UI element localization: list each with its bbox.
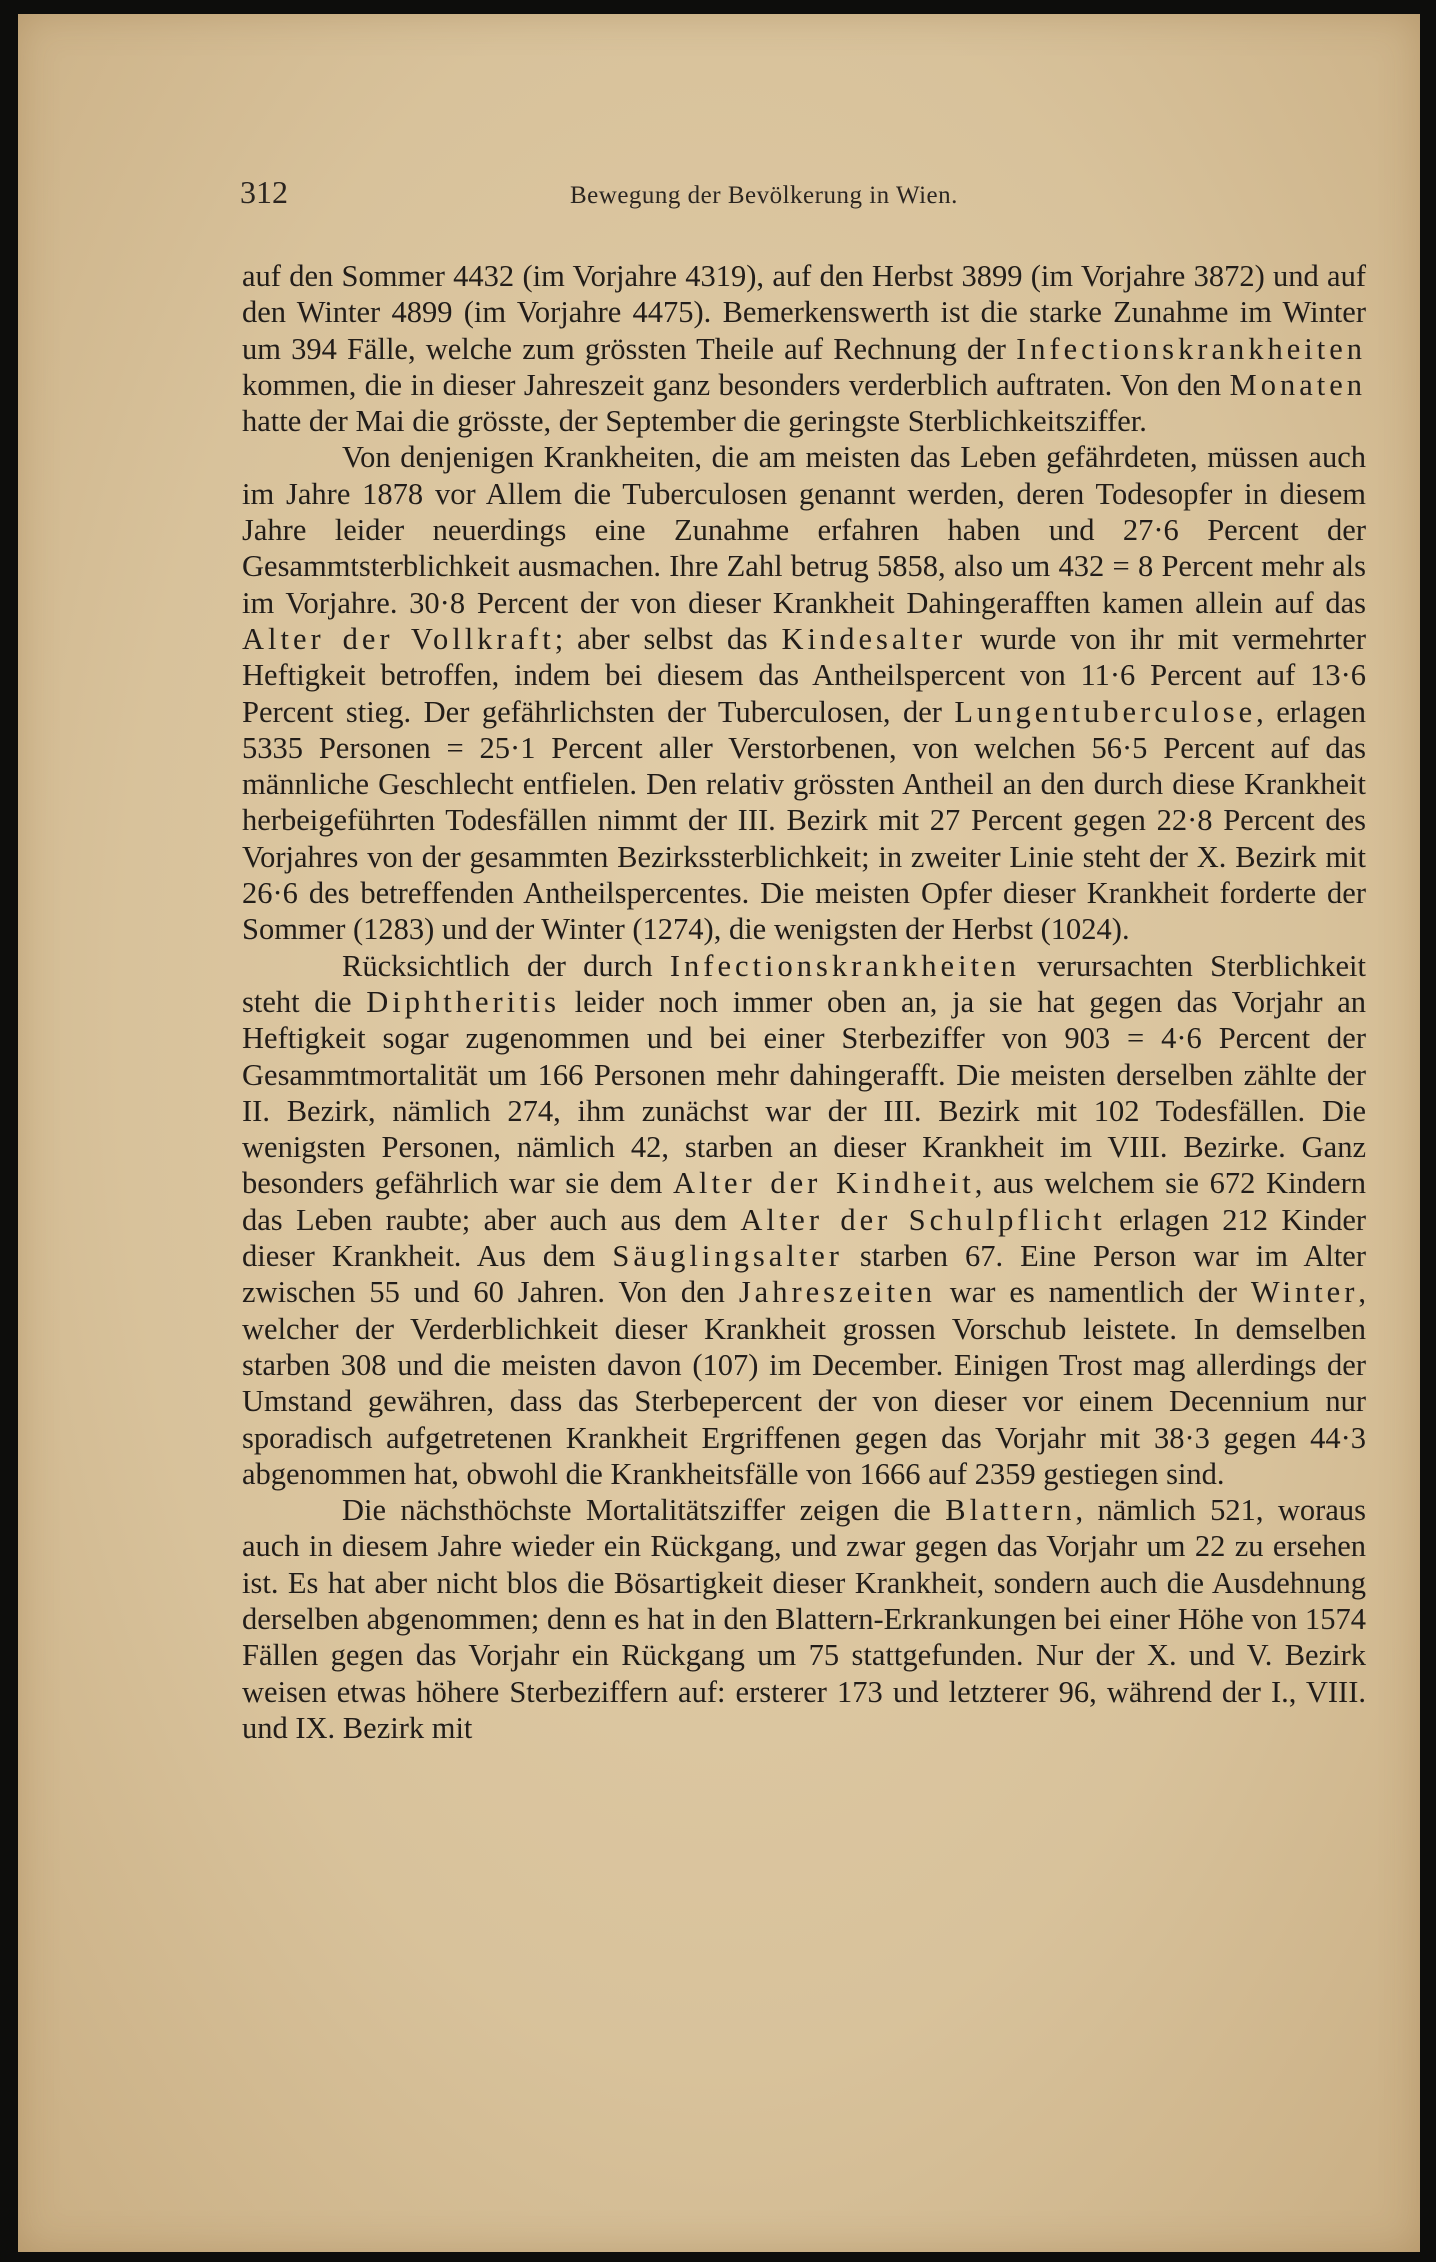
paragraph-seasons [242, 258, 1366, 439]
text-segment: erlagen 212 Kinder dieser Krankheit. Aus dem [242, 1202, 1367, 1274]
text-segment: kommen, die in dieser Jahreszeit ganz besonders verderblich auftraten. Von den [242, 367, 1230, 402]
text-segment: leider noch immer oben an, ja sie hat gegen das Vorjahr an Heftigkeit sogar zugenommen und bei einer Sterbeziffer von 903 = 4·6 Percent der Gesammtmortalität um 166 Personen mehr dahingerafft. Die meisten derselben zählte der II. Bezirk, nämlich 274, ihm zunächst war der III. Bezirk mit 102 Todesfällen. Die wenigsten Personen, nämlich 42, starben an dieser Krankheit im VIII. Bezirke. Ganz besonders gefährlich war sie dem [242, 984, 1366, 1201]
paragraph-tuberculosis [242, 439, 1366, 947]
text-segment: Rücksichtlich der durch [342, 948, 670, 983]
spaced-term: Alter der Kindheit [673, 1166, 975, 1201]
text-segment: hatte der Mai die grösste, der September die geringste Sterblichkeitsziffer. [242, 404, 1147, 439]
text-segment: verursachten Sterblichkeit steht die [242, 948, 1366, 1019]
text-segment: Von denjenigen Krankheiten, die am meisten das Leben gefährdeten, müssen auch im Jahre 1878 vor Allem die Tuberculosen genannt werden, deren Todesopfer in diesem Jahre leider neuerdings eine Zunahme erfahren haben und 27·6 Percent der Gesammtsterblichkeit ausmachen. Ihre Zahl betrug 5858, also um 432 = 8 Percent mehr als im Vorjahre. 30·8 Percent der von dieser Krankheit Dahingerafften kamen allein auf das [242, 440, 1366, 620]
page-number: 312 [240, 174, 288, 210]
spaced-term: Säuglingsalter [612, 1239, 843, 1274]
running-title: Bewegung der Bevölkerung in Wien. [570, 182, 958, 209]
spaced-term: Infectionskrankheiten [1016, 331, 1366, 366]
spaced-term: Lungentuberculose [954, 694, 1257, 729]
text-segment: , aus welchem sie 672 Kindern das Leben raubte; aber auch aus dem [242, 1166, 1366, 1237]
body-text [242, 258, 1366, 1746]
text-segment: auf den Sommer 4432 (im Vorjahre 4319), auf den Herbst 3899 (im Vorjahre 3872) und auf den Winter 4899 (im Vorjahre 4475). Bemerkenswerth ist die starke Zunahme im Winter um 394 Fälle, welche zum grössten Theile auf Rechnung der [242, 259, 1366, 366]
text-segment: ; aber selbst das [554, 621, 782, 656]
text-segment: , erlagen 5335 Personen = 25·1 Percent aller Verstorbenen, von welchen 56·5 Percent auf das männliche Geschlecht entfielen. Den relativ grössten Antheil an den durch diese Krankheit herbeigeführten Todesfällen nimmt der III. Bezirk mit 27 Percent gegen 22·8 Percent des Vorjahres von der gesammten Bezirkssterblichkeit; in zweiter Linie steht der X. Bezirk mit 26·6 des betreffenden Antheilspercentes. Die meisten Opfer dieser Krankheit forderte der Sommer (1283) und der Winter (1274), die wenigsten der Herbst (1024). [242, 694, 1367, 947]
spaced-term: Jahreszeiten [738, 1275, 936, 1310]
spaced-term: Kindesalter [781, 621, 967, 656]
spaced-term: Blattern [945, 1493, 1076, 1528]
spaced-term: Winter [1250, 1275, 1359, 1310]
text-segment: , welcher der Verderblichkeit dieser Krankheit grossen Vorschub leistete. In demselben starben 308 und die meisten davon (107) im December. Einigen Trost mag allerdings der Umstand gewähren, dass das Sterbepercent der von dieser vor einem Decennium nur sporadisch aufgetretenen Krankheit Ergriffenen gegen das Vorjahr mit 38·3 gegen 44·3 abgenommen hat, obwohl die Krankheitsfälle von 1666 auf 2359 gestiegen sind. [242, 1275, 1366, 1491]
spaced-term: Diphtheritis [366, 984, 560, 1019]
paragraph-diphtheria [242, 948, 1366, 1492]
spaced-term: Infectionskrankheiten [669, 948, 1020, 983]
text-segment: Die nächsthöchste Mortalitätsziffer zeigen die [342, 1493, 946, 1528]
paragraph-smallpox [242, 1492, 1366, 1746]
text-segment: wurde von ihr mit vermehrter Heftigkeit betroffen, indem bei diesem das Antheilspercent von 11·6 Percent auf 13·6 Percent stieg. Der gefährlichsten der Tuberculosen, der [242, 621, 1366, 729]
spaced-term: Alter der Schulpflicht [740, 1202, 1106, 1237]
text-segment: , nämlich 521, woraus auch in diesem Jahre wieder ein Rückgang, und zwar gegen das Vorjahr um 22 zu ersehen ist. Es hat aber nicht blos die Bösartigkeit dieser Krankheit, sondern auch die Ausdehnung derselben abgenommen; denn es hat in den Blattern-Erkrankungen bei einer Höhe von 1574 Fällen gegen das Vorjahr ein Rückgang um 75 stattgefunden. Nur der X. und V. Bezirk weisen etwas höhere Sterbeziffern auf: ersterer 173 und letzterer 96, während der I., VIII. und IX. Bezirk mit [242, 1493, 1366, 1745]
spaced-term: Alter der Vollkraft [242, 621, 555, 656]
text-segment: starben 67. Eine Person war im Alter zwischen 55 und 60 Jahren. Von den [242, 1239, 1366, 1310]
text-segment: war es namentlich der [935, 1275, 1251, 1310]
book-page [18, 14, 1420, 2252]
spaced-term: Monaten [1229, 367, 1366, 402]
